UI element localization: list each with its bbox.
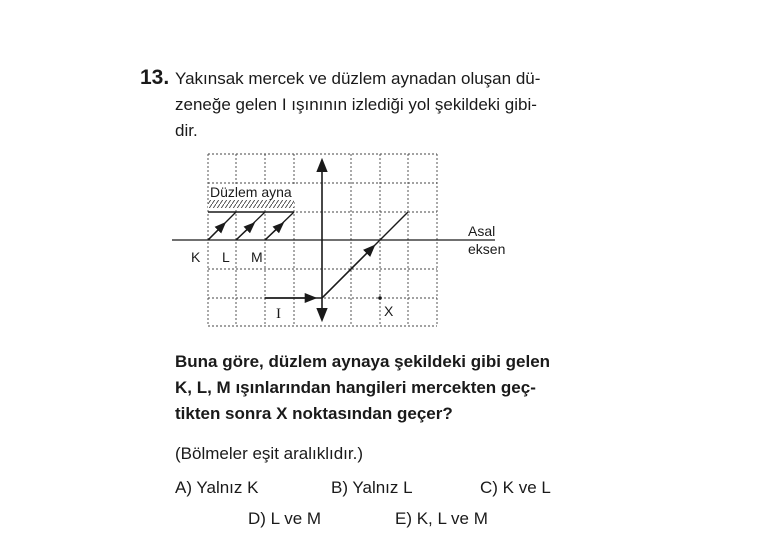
choice-b[interactable]: B) Yalnız L <box>331 478 413 497</box>
question-stem-line-1: Yakınsak mercek ve düzlem aynadan oluşan dü- <box>175 69 541 88</box>
ray-k-arrow <box>208 226 222 240</box>
question-prompt-line-1: Buna göre, düzlem aynaya şekildeki gibi gelen <box>175 352 551 371</box>
point-x-label: X <box>384 303 394 319</box>
point-x-dot <box>378 296 382 300</box>
ray-m-arrow <box>265 226 280 240</box>
ray-i-refracted-arrow <box>322 249 371 298</box>
question-number: 13. <box>140 66 170 89</box>
question-prompt-line-3: tikten sonra X noktasından geçer? <box>175 404 453 423</box>
choice-a[interactable]: A) Yalnız K <box>175 478 259 497</box>
ray-label-m: M <box>251 249 263 265</box>
ray-label-l: L <box>222 249 230 265</box>
question-prompt-line-2: K, L, M ışınlarından hangileri mercekten geç- <box>175 378 536 397</box>
ray-label-k: K <box>191 249 201 265</box>
question-note: (Bölmeler eşit aralıklıdır.) <box>175 444 363 463</box>
ray-label-i: I <box>276 306 281 322</box>
axis-label-line-2: eksen <box>468 241 506 257</box>
ray-l-arrow <box>236 226 251 240</box>
question-stem-line-3: dir. <box>175 121 198 140</box>
choice-d[interactable]: D) L ve M <box>248 509 322 528</box>
mirror-hatching <box>208 200 294 208</box>
choice-e[interactable]: E) K, L ve M <box>395 509 488 528</box>
choice-c[interactable]: C) K ve L <box>480 478 551 497</box>
axis-label-line-1: Asal <box>468 223 496 239</box>
question-stem-line-2: zeneğe gelen I ışınının izlediği yol şekildeki gibi- <box>175 95 537 114</box>
mirror-label: Düzlem ayna <box>210 184 292 200</box>
